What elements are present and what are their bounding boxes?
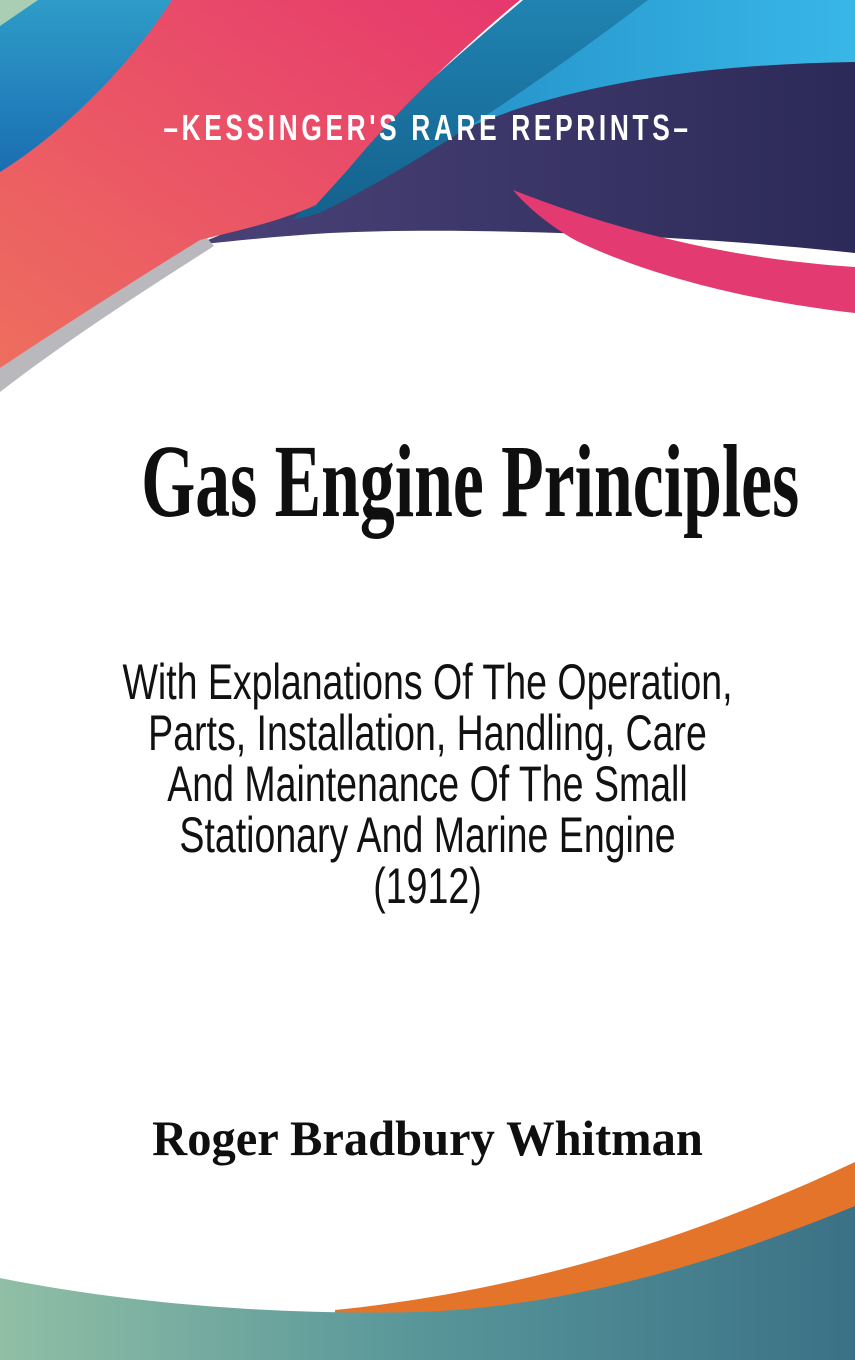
book-title: Gas Engine Principles bbox=[141, 424, 800, 539]
subtitle-line: Parts, Installation, Handling, Care bbox=[148, 705, 707, 761]
book-author: Roger Bradbury Whitman bbox=[152, 1110, 703, 1166]
book-subtitle bbox=[107, 654, 748, 914]
subtitle-line: And Maintenance Of The Small bbox=[167, 756, 688, 812]
subtitle-line: Stationary And Marine Engine bbox=[179, 807, 676, 863]
publisher-banner: –KESSINGER'S RARE REPRINTS– bbox=[163, 107, 692, 148]
subtitle-line: (1912) bbox=[373, 858, 482, 914]
subtitle-line: With Explanations Of The Operation, bbox=[122, 654, 733, 710]
